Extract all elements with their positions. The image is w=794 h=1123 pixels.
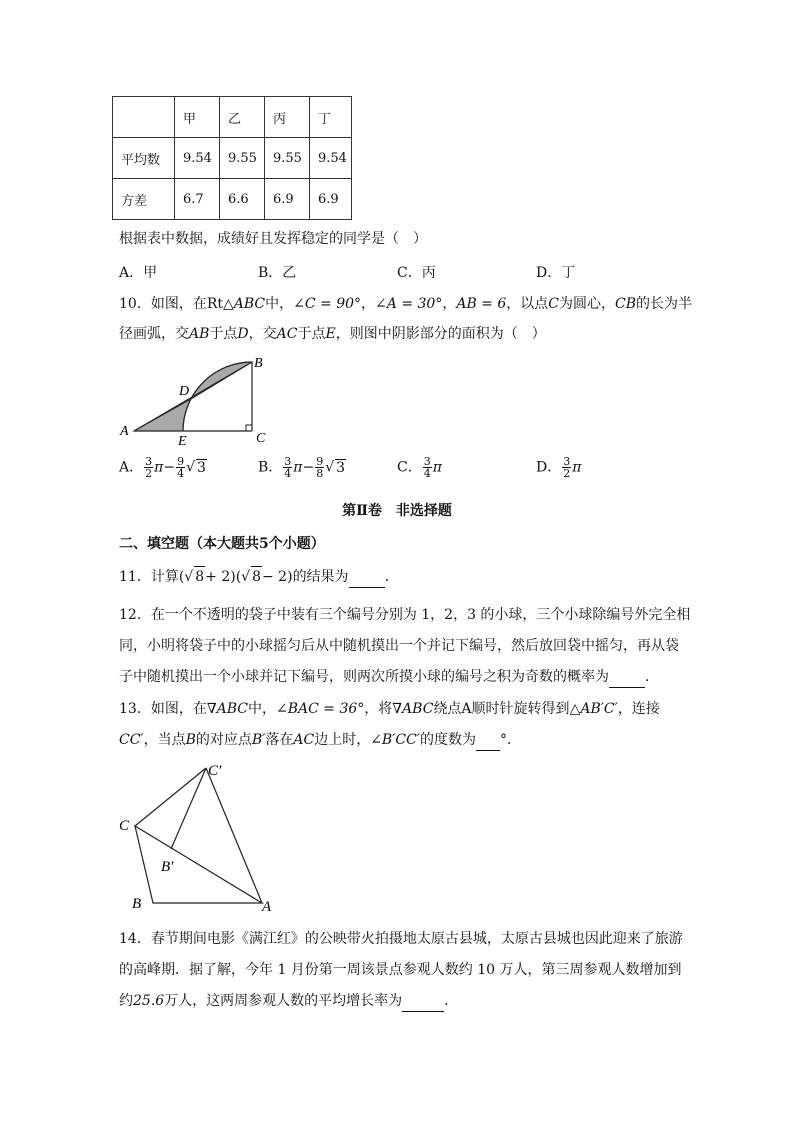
minus-sign: − — [302, 459, 315, 476]
q10-ab: AB — [189, 326, 210, 342]
q13-text: 的对应点 — [195, 732, 252, 748]
table-header-cell: 丙 — [265, 97, 310, 138]
q10-label-d: D — [179, 384, 190, 399]
q13-side-cc — [135, 768, 206, 826]
table-cell: 平均数 — [113, 138, 175, 179]
q13-label-c: C — [119, 818, 130, 834]
q10-angle-c: ∠C = 90° — [293, 296, 362, 312]
q11-line — [119, 566, 389, 588]
q10-option-c[interactable] — [397, 456, 442, 479]
table-header-cell: 乙 — [220, 97, 265, 138]
sqrt-icon: √ — [325, 459, 335, 476]
radicand: 3 — [336, 459, 346, 476]
q13-text: ，将 — [364, 701, 393, 717]
q10-number: 10． — [119, 296, 151, 312]
q10-text: 于点 — [209, 326, 238, 342]
score-table — [112, 96, 352, 220]
q14-answer-blank[interactable] — [402, 991, 444, 1012]
table-cell: 6.9 — [265, 179, 310, 220]
q10-cb: CB — [614, 296, 636, 312]
q13-label-bprime: B′ — [161, 859, 174, 875]
q10-line2 — [119, 324, 546, 344]
q13-side-cpbp — [171, 768, 206, 849]
q9-option-d[interactable]: D．丁 — [536, 265, 576, 281]
q9-stem: 根据表中数据，成绩好且发挥稳定的同学是（ ） — [119, 231, 427, 247]
q11-expr: + 2)( — [205, 569, 242, 585]
q10-label-e: E — [178, 434, 187, 446]
q11-expr: − 2) — [262, 569, 293, 585]
q13-label-b: B — [132, 896, 142, 912]
q10-figure — [110, 350, 280, 446]
q13-text: 边上时， — [314, 732, 371, 748]
q12-line2: 同，小明将袋子中的小球摇匀后从中随机摸出一个并记下编号，然后放回袋中摇匀，再从袋 — [119, 638, 679, 654]
table-cell: 9.55 — [265, 138, 310, 179]
q14-number: 25.6 — [133, 993, 165, 1009]
q10-ab-length: AB = 6 — [456, 296, 507, 312]
q13-triangle-abc — [135, 826, 262, 903]
pi-symbol: π — [432, 459, 442, 476]
sqrt-icon: √ — [186, 459, 195, 476]
q13-label-a: A — [262, 899, 272, 915]
table-header-row — [113, 97, 352, 138]
fraction: $\frac{3}{2}$ — [145, 455, 153, 480]
table-cell: 9.54 — [175, 138, 220, 179]
q10-option-a[interactable] — [119, 456, 207, 479]
q10-text: 如图，在 — [150, 296, 207, 312]
q10-text: ，则图中阴影部分的面积为（ ） — [335, 326, 546, 342]
q14-line2: 的高峰期．据了解，今年 1 月份第一周该景点参观人数约 10 万人，第三周参观人数增加到 — [119, 962, 682, 978]
q10-text: 于点 — [297, 326, 326, 342]
option-label: C． — [397, 459, 422, 476]
q12-text: 子中随机摸出一个小球并记下编号，则两次所摸小球的编号之积为奇数的概率为 — [119, 669, 609, 685]
fraction: $\frac{3}{4}$ — [284, 455, 292, 480]
q10-angle-a: ∠A = 30° — [375, 296, 443, 312]
fraction: $\frac{9}{8}$ — [316, 455, 324, 480]
q14-text: 万人，这两周参观人数的平均增长率为 — [164, 993, 403, 1009]
table-cell: 9.54 — [310, 138, 352, 179]
q14-line1: 14．春节期间电影《满江红》的公映带火拍摄地太原古县城，太原古县城也因此迎来了旅游 — [119, 931, 683, 947]
q13-answer-blank[interactable] — [476, 730, 500, 751]
option-label: A． — [119, 459, 144, 476]
sqrt-icon: √ — [184, 569, 194, 585]
q13-text: 绕点A顺时针旋转得到 — [433, 701, 570, 717]
table-cell: 方差 — [113, 179, 175, 220]
q11-number: 11． — [119, 569, 151, 585]
q13-text: 的度数为 — [420, 732, 477, 748]
q13-triangle-rotated: △AB′C′ — [569, 701, 618, 717]
q10-text: 的长为半 — [635, 296, 692, 312]
pi-symbol: π — [154, 459, 164, 476]
q13-cc: CC′ — [119, 732, 144, 748]
q13-figure — [110, 755, 290, 917]
option-label: D． — [536, 459, 562, 476]
q13-angle-bac: ∠BAC = 36° — [275, 701, 365, 717]
table-header-cell: 甲 — [175, 97, 220, 138]
q10-text: ，以点 — [506, 296, 549, 312]
q13-b-letter: B — [185, 732, 196, 748]
q10-abc: ABC — [233, 296, 266, 312]
table-cell: 6.9 — [310, 179, 352, 220]
q13-number: 13． — [119, 701, 151, 717]
q11-answer-blank[interactable] — [349, 567, 385, 588]
q10-line1 — [119, 294, 692, 314]
q13-line2 — [119, 730, 521, 751]
table-row — [113, 138, 352, 179]
q13-ac: AC — [293, 732, 315, 748]
q10-right-angle-mark — [246, 425, 252, 431]
table-header-cell: 丁 — [310, 97, 352, 138]
q11-text: 计算 — [150, 569, 179, 585]
q10-text: ， — [442, 296, 457, 312]
section2-title: 二、填空题（本大题共5个小题） — [119, 536, 325, 552]
q10-rt: Rt△ — [206, 296, 234, 312]
q9-option-a[interactable]: A．甲 — [119, 265, 158, 281]
q13-label-cprime: C′ — [208, 763, 222, 779]
paren: ( — [178, 569, 185, 585]
q12-line1: 12．在一个不透明的袋子中装有三个编号分别为 1，2，3 的小球，三个小球除编号外完全相 — [119, 607, 691, 623]
q13-end: °． — [500, 732, 522, 748]
q10-label-b: B — [254, 356, 263, 371]
table-cell: 9.55 — [220, 138, 265, 179]
q10-e-letter: E — [325, 326, 336, 342]
q10-text: ， — [361, 296, 376, 312]
q13-triangle: ∇ABC — [206, 701, 248, 717]
q12-end: . — [645, 669, 650, 685]
q9-option-c[interactable]: C．丙 — [397, 265, 436, 281]
q11-text: 的结果为 — [292, 569, 349, 585]
fraction: $\frac{3}{4}$ — [423, 455, 431, 480]
minus-sign: − — [163, 459, 176, 476]
q12-answer-blank[interactable] — [609, 667, 645, 688]
q10-option-b[interactable] — [258, 456, 346, 479]
pi-symbol: π — [293, 459, 303, 476]
q10-d-letter: D — [237, 326, 249, 342]
table-cell: 6.7 — [175, 179, 220, 220]
fraction: $\frac{3}{2}$ — [563, 455, 571, 480]
table-row — [113, 179, 352, 220]
q13-text: 中， — [247, 701, 276, 717]
q10-side-ab — [134, 362, 252, 431]
radicand: 3 — [196, 459, 206, 476]
q10-option-d[interactable] — [536, 456, 581, 479]
q10-label-c: C — [256, 431, 266, 446]
q13-triangle: ∇ABC — [392, 701, 434, 717]
q13-text: ，当点 — [143, 732, 186, 748]
pi-symbol: π — [572, 459, 582, 476]
q13-line1 — [119, 699, 660, 719]
q14-text: 约 — [119, 993, 133, 1009]
sqrt-icon: √ — [241, 569, 251, 585]
radicand: 8 — [251, 566, 262, 587]
q10-text: ，交 — [248, 326, 277, 342]
q14-line3 — [119, 991, 449, 1012]
q10-text: 中， — [265, 296, 294, 312]
q13-angle: ∠B′CC′ — [370, 732, 421, 748]
radicand: 8 — [194, 566, 205, 587]
part2-title: 第Ⅱ卷 非选择题 — [342, 503, 452, 519]
q10-text: 径画弧，交 — [119, 326, 189, 342]
q11-end: . — [384, 569, 390, 585]
q10-text: 为圆心， — [558, 296, 615, 312]
q9-option-b[interactable]: B．乙 — [258, 265, 297, 281]
table-header-cell — [113, 97, 175, 138]
q10-c-letter: C — [548, 296, 559, 312]
q13-text: 落在 — [265, 732, 294, 748]
q13-bprime: B′ — [251, 732, 266, 748]
fraction: $\frac{9}{4}$ — [177, 455, 185, 480]
table-cell: 6.6 — [220, 179, 265, 220]
q14-end: . — [444, 993, 449, 1009]
q10-ac: AC — [276, 326, 298, 342]
q13-side-cpa — [206, 768, 262, 903]
q13-text: ，连接 — [617, 701, 660, 717]
option-label: B． — [258, 459, 283, 476]
q12-line3 — [119, 667, 649, 688]
q10-label-a: A — [120, 424, 129, 439]
q13-text: 如图，在 — [150, 701, 207, 717]
